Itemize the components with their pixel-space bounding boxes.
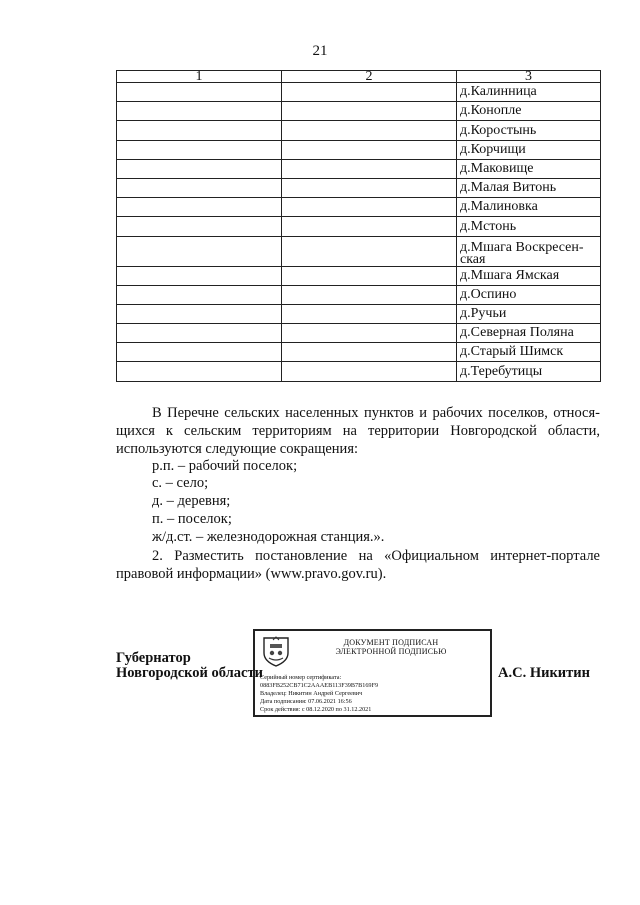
table-cell	[117, 324, 282, 343]
table-row	[117, 343, 601, 362]
table-cell	[282, 102, 457, 121]
table-cell	[282, 266, 457, 285]
signing-date: Дата подписания: 07.06.2021 16:56	[260, 698, 352, 705]
settlement-name: д.Мшага Ямская	[457, 266, 601, 285]
table-cell	[117, 159, 282, 178]
settlement-name: д.Мшага Воскресен-ская	[457, 236, 601, 266]
serial-label: Серийный номер сертификата:	[260, 674, 342, 681]
table-cell	[117, 140, 282, 159]
settlement-name: д.Теребутицы	[457, 362, 601, 381]
table-row	[117, 362, 601, 381]
column-header-2: 2	[282, 71, 457, 83]
settlement-name: д.Маковище	[457, 159, 601, 178]
table-row	[117, 236, 601, 266]
column-header-3: 3	[457, 71, 601, 83]
publication-paragraph: 2. Разместить постановление на «Официальном интернет-портале правовой информации» (www.pravo.gov.ru).	[116, 548, 600, 582]
table-cell	[117, 217, 282, 236]
table-row	[117, 140, 601, 159]
table-cell	[117, 121, 282, 140]
table-row	[117, 198, 601, 217]
table-cell	[117, 266, 282, 285]
abbreviations-intro-paragraph: В Перечне сельских населенных пунктов и рабочих поселков, относя-щихся к сельским территориям на территории Новгородской области, используются следующие сокращения:	[116, 405, 600, 457]
table-cell	[282, 140, 457, 159]
settlement-name: д.Мстонь	[457, 217, 601, 236]
table-cell	[282, 304, 457, 323]
settlement-name: д.Ручьи	[457, 304, 601, 323]
certificate-owner: Владелец: Никитин Андрей Сергеевич	[260, 690, 363, 697]
table-cell	[117, 285, 282, 304]
table-cell	[117, 362, 282, 381]
signatory-title	[116, 651, 263, 681]
table-cell	[117, 83, 282, 102]
settlement-name: д.Конопле	[457, 102, 601, 121]
signatory-title-line: Новгородской области	[116, 665, 263, 681]
settlements-table	[116, 70, 601, 382]
table-cell	[117, 198, 282, 217]
stamp-header-line: ЭЛЕКТРОННОЙ ПОДПИСЬЮ	[335, 647, 447, 656]
table-cell	[282, 343, 457, 362]
table-row	[117, 324, 601, 343]
signatory-name: А.С. Никитин	[498, 665, 590, 681]
table-cell	[117, 178, 282, 197]
settlement-name: д.Калинница	[457, 83, 601, 102]
abbreviation-item: д. – деревня;	[152, 493, 231, 509]
table-cell	[282, 198, 457, 217]
table-cell	[282, 159, 457, 178]
table-row	[117, 285, 601, 304]
settlement-name: д.Оспино	[457, 285, 601, 304]
stamp-header	[293, 638, 489, 656]
table-cell	[117, 304, 282, 323]
settlement-name: д.Коростынь	[457, 121, 601, 140]
table-cell	[282, 236, 457, 266]
table-row	[117, 159, 601, 178]
settlement-name: д.Северная Поляна	[457, 324, 601, 343]
table-row	[117, 178, 601, 197]
table-row	[117, 217, 601, 236]
abbreviation-item: с. – село;	[152, 475, 209, 491]
table-row	[117, 266, 601, 285]
coat-of-arms-icon	[261, 635, 291, 667]
serial-number: 0883FB252CB71C2AAAEB113F39B7B169F9	[260, 682, 379, 689]
table-row	[117, 102, 601, 121]
table-cell	[282, 83, 457, 102]
settlement-name: д.Малая Витонь	[457, 178, 601, 197]
certificate-details	[260, 674, 378, 714]
electronic-signature-stamp	[253, 629, 492, 717]
table-cell	[282, 285, 457, 304]
table-cell	[282, 178, 457, 197]
stamp-header-line: ДОКУМЕНТ ПОДПИСАН	[343, 638, 439, 647]
settlement-name: д.Малиновка	[457, 198, 601, 217]
page-number: 21	[312, 43, 328, 59]
table-cell	[282, 217, 457, 236]
table-row	[117, 83, 601, 102]
signatory-title-line: Губернатор	[116, 650, 191, 666]
table-cell	[282, 362, 457, 381]
table-cell	[282, 324, 457, 343]
table-row	[117, 121, 601, 140]
table-header-row	[117, 71, 601, 83]
table-cell	[117, 343, 282, 362]
settlement-name: д.Корчищи	[457, 140, 601, 159]
table-row	[117, 304, 601, 323]
settlement-name: д.Старый Шимск	[457, 343, 601, 362]
abbreviation-item: ж/д.ст. – железнодорожная станция.».	[152, 529, 385, 545]
certificate-validity: Срок действия: с 08.12.2020 по 31.12.2021	[260, 706, 372, 713]
abbreviation-item: р.п. – рабочий поселок;	[152, 458, 298, 474]
column-header-1: 1	[117, 71, 282, 83]
table-cell	[117, 102, 282, 121]
table-cell	[282, 121, 457, 140]
abbreviation-item: п. – поселок;	[152, 511, 232, 527]
table-cell	[117, 236, 282, 266]
